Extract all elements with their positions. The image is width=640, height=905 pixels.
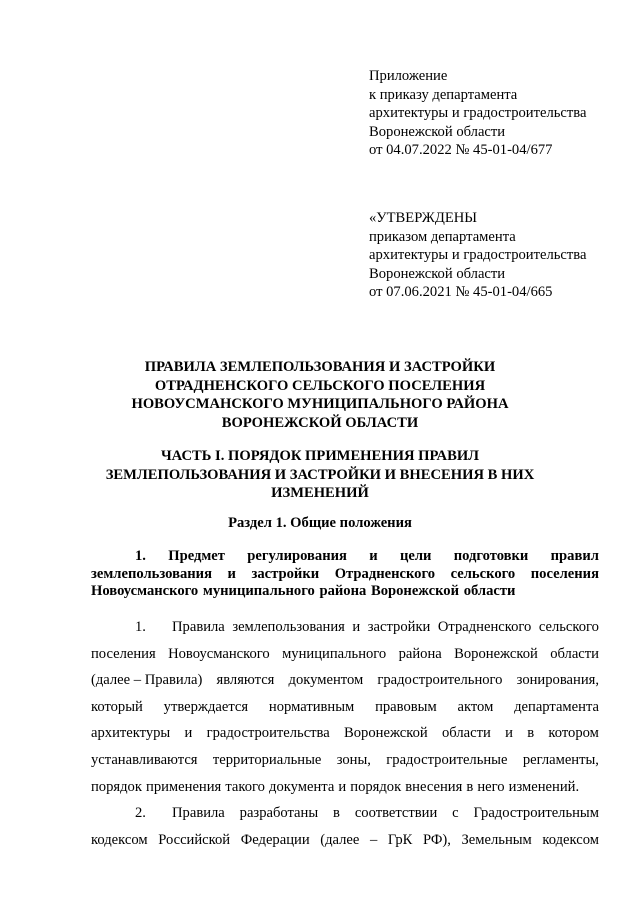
paragraph-word: такого bbox=[225, 778, 265, 795]
paragraph-word: зоны, bbox=[336, 751, 371, 768]
paragraph-word: территориальные bbox=[212, 751, 322, 768]
article-heading-word: регулирования bbox=[247, 548, 347, 564]
paragraph-line bbox=[91, 614, 599, 641]
paragraph-word: РФ), bbox=[423, 831, 451, 848]
paragraph-word: Воронежской bbox=[454, 645, 538, 662]
appendix-line: Приложение bbox=[369, 68, 448, 84]
appendix-line: Воронежской области bbox=[369, 123, 506, 140]
part-title-line: ЗЕМЛЕПОЛЬЗОВАНИЯ И ЗАСТРОЙКИ И ВНЕСЕНИЯ В НИХ bbox=[105, 466, 535, 483]
paragraph-word: ГрК bbox=[387, 831, 413, 848]
article-heading-word: землепользования bbox=[91, 565, 212, 582]
paragraph-word: соответствии bbox=[354, 805, 438, 822]
article-heading-word: подготовки bbox=[453, 548, 529, 564]
paragraph-word: котором bbox=[548, 725, 599, 742]
approval-line: «УТВЕРЖДЕНЫ bbox=[369, 210, 478, 226]
article-heading-word: сельского bbox=[450, 565, 516, 582]
paragraph-number: 1. bbox=[135, 619, 146, 635]
section-title bbox=[60, 514, 580, 533]
part-title-line: ИЗМЕНЕНИЙ bbox=[271, 485, 369, 502]
paragraph-word: (далее – Правила) bbox=[91, 672, 203, 689]
paragraph-word: архитектуры bbox=[91, 725, 171, 742]
paragraph-word: который bbox=[91, 698, 143, 715]
body-text bbox=[91, 614, 599, 853]
approval-line: архитектуры и градостроительства bbox=[369, 247, 587, 264]
part-title bbox=[60, 447, 580, 503]
paragraph-word: в bbox=[333, 805, 340, 822]
paragraph-word: правовым bbox=[375, 698, 437, 715]
paragraph-word: департамента bbox=[514, 698, 599, 715]
article-heading-word: Отрадненского bbox=[334, 565, 436, 582]
paragraph-word: Федерации bbox=[240, 831, 310, 848]
paragraph-word: градостроительства bbox=[206, 725, 330, 742]
paragraph-word: порядок bbox=[350, 778, 402, 795]
paragraph-line bbox=[91, 747, 599, 774]
paragraph-word: с bbox=[452, 805, 459, 822]
paragraph-word: района bbox=[398, 645, 442, 662]
paragraph-word: документа bbox=[269, 778, 335, 795]
paragraph-word: Воронежской bbox=[344, 725, 428, 742]
part-title-line: ЧАСТЬ I. ПОРЯДОК ПРИМЕНЕНИЯ ПРАВИЛ bbox=[160, 448, 480, 464]
document-title-line: ОТРАДНЕНСКОГО СЕЛЬСКОГО ПОСЕЛЕНИЯ bbox=[154, 377, 486, 394]
paragraph-word: являются bbox=[216, 672, 275, 689]
paragraph-word: и bbox=[338, 778, 347, 795]
article-heading-line bbox=[91, 566, 599, 584]
article-heading-word: цели bbox=[399, 548, 432, 564]
article-heading bbox=[91, 548, 599, 601]
paragraph-word: застройки bbox=[367, 619, 431, 635]
article-heading-word: области bbox=[463, 583, 516, 600]
article-heading-word: поселения bbox=[530, 565, 599, 582]
paragraph-line bbox=[91, 827, 599, 854]
paragraph-word: кодексом bbox=[542, 831, 599, 848]
paragraph-word: зонирования, bbox=[516, 672, 599, 689]
approval-line: приказом департамента bbox=[369, 228, 516, 245]
paragraph-word: и bbox=[184, 725, 193, 742]
paragraph-line-text bbox=[172, 800, 599, 827]
paragraph-word: Новоусманского bbox=[168, 645, 270, 662]
paragraph bbox=[91, 614, 599, 800]
paragraph-word: и bbox=[505, 725, 513, 742]
paragraph-word: изменений. bbox=[508, 778, 580, 795]
paragraph-word: Градостроительным bbox=[473, 805, 599, 822]
paragraph-word: Правила bbox=[172, 805, 225, 822]
paragraph-word: документом bbox=[288, 672, 364, 689]
paragraph-word: сельского bbox=[538, 619, 599, 635]
appendix-block bbox=[369, 67, 619, 160]
document-title-line: НОВОУСМАНСКОГО МУНИЦИПАЛЬНОГО РАЙОНА bbox=[131, 396, 509, 413]
article-number: 1. bbox=[135, 548, 146, 564]
paragraph bbox=[91, 800, 599, 853]
paragraph-word: Отрадненского bbox=[437, 619, 532, 635]
paragraph-word: в bbox=[466, 778, 474, 795]
paragraph-word: в bbox=[527, 725, 535, 742]
approval-line: Воронежской области bbox=[369, 265, 506, 282]
paragraph-word: Российской bbox=[158, 831, 231, 848]
paragraph-word: градостроительного bbox=[377, 672, 503, 689]
paragraph-word: – bbox=[369, 831, 378, 848]
section-title-text: Раздел 1. Общие положения bbox=[228, 515, 412, 531]
document-title bbox=[60, 358, 580, 432]
paragraph-line bbox=[91, 800, 599, 827]
article-heading-word: Новоусманского bbox=[91, 583, 199, 600]
paragraph-line bbox=[91, 720, 599, 747]
paragraph-word: кодексом bbox=[91, 831, 148, 848]
article-heading-word: правил bbox=[550, 548, 599, 564]
article-heading-word: Воронежской bbox=[370, 583, 460, 600]
appendix-line: от 04.07.2022 № 45-01-04/677 bbox=[369, 142, 553, 159]
paragraph-line bbox=[91, 667, 599, 694]
article-heading-line bbox=[91, 548, 599, 566]
paragraph-word: градостроительные bbox=[386, 751, 508, 768]
approval-line: от 07.06.2021 № 45-01-04/665 bbox=[369, 284, 553, 301]
article-heading-line bbox=[91, 583, 599, 601]
paragraph-word: (далее bbox=[320, 831, 360, 848]
paragraph-word: порядок bbox=[91, 778, 142, 795]
paragraph-word: разработаны bbox=[239, 805, 319, 822]
paragraph-word: применения bbox=[146, 778, 222, 795]
paragraph-word: нормативным bbox=[268, 698, 355, 715]
document-title-line: ВОРОНЕЖСКОЙ ОБЛАСТИ bbox=[221, 414, 419, 431]
paragraph-line bbox=[91, 641, 599, 668]
paragraph-line bbox=[91, 694, 599, 721]
paragraph-word: устанавливаются bbox=[91, 751, 198, 768]
paragraph-word: регламенты, bbox=[522, 751, 599, 768]
paragraph-word: Земельным bbox=[461, 831, 532, 848]
paragraph-word: утверждается bbox=[163, 698, 249, 715]
paragraph-word: области bbox=[442, 725, 491, 742]
paragraph-word: муниципального bbox=[282, 645, 387, 662]
paragraph-word: и bbox=[352, 619, 361, 635]
article-heading-word: и bbox=[227, 565, 236, 582]
paragraph-word: него bbox=[477, 778, 505, 795]
article-heading-word: района bbox=[319, 583, 367, 600]
paragraph-word: Правила bbox=[172, 619, 225, 635]
paragraph-line-text bbox=[172, 614, 599, 641]
paragraph-word: области bbox=[550, 645, 599, 662]
paragraph-line bbox=[91, 774, 599, 801]
article-heading-word: муниципального bbox=[202, 583, 315, 600]
paragraph-word: внесения bbox=[405, 778, 463, 795]
appendix-line: архитектуры и градостроительства bbox=[369, 105, 587, 122]
appendix-line: к приказу департамента bbox=[369, 86, 518, 103]
paragraph-word: актом bbox=[457, 698, 494, 715]
article-heading-word: застройки bbox=[251, 565, 320, 582]
approval-block bbox=[369, 209, 619, 302]
paragraph-word: землепользования bbox=[232, 619, 345, 635]
document-title-line: ПРАВИЛА ЗЕМЛЕПОЛЬЗОВАНИЯ И ЗАСТРОЙКИ bbox=[144, 359, 496, 375]
paragraph-word: поселения bbox=[91, 645, 156, 662]
article-heading-word: и bbox=[369, 548, 378, 564]
article-heading-word: Предмет bbox=[168, 548, 225, 564]
paragraph-number: 2. bbox=[135, 805, 146, 822]
